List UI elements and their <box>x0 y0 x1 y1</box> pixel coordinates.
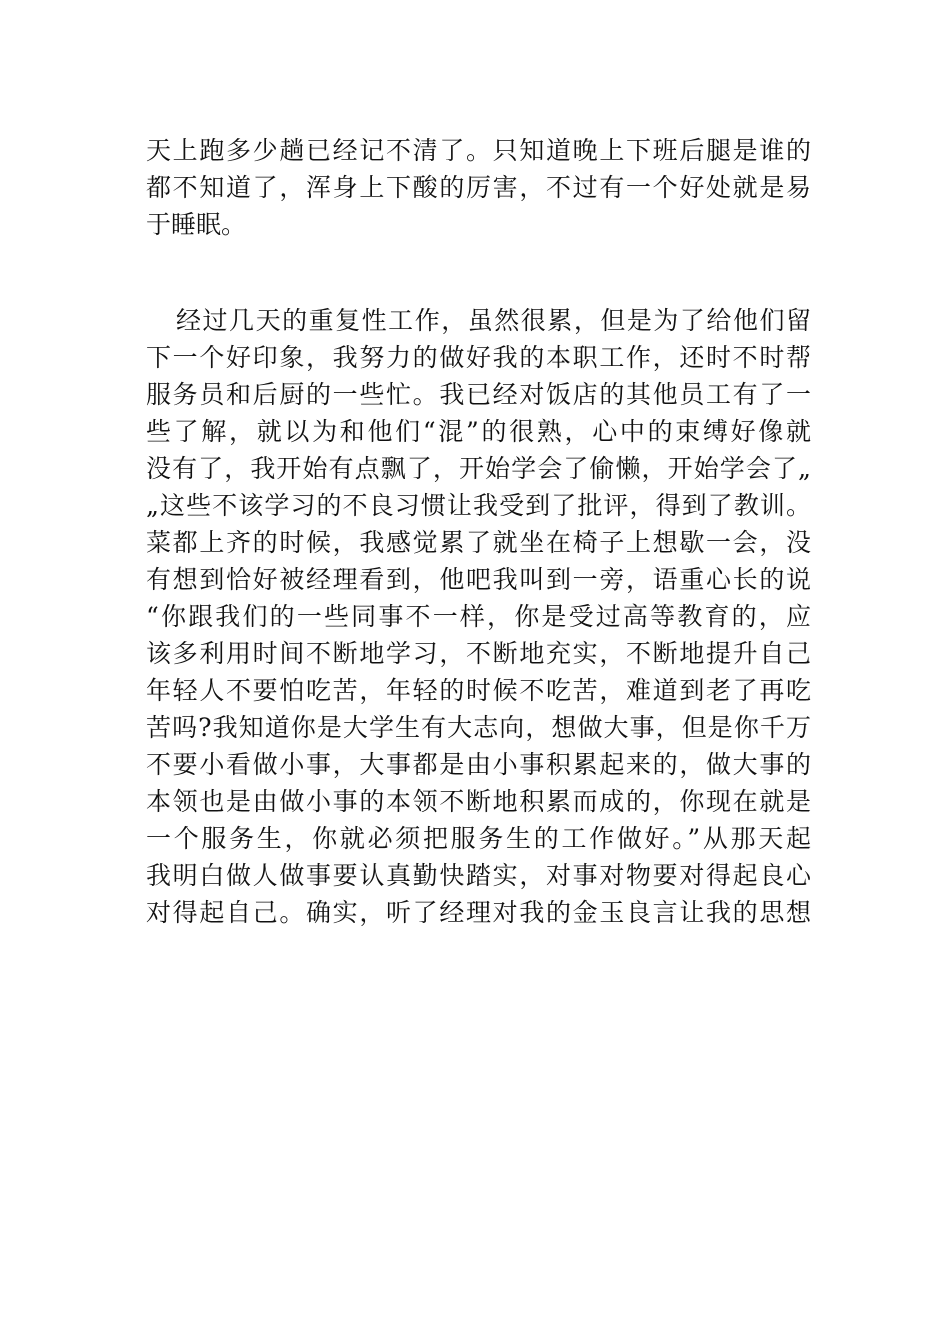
text-line: 服务员和后厨的一些忙。我已经对饭店的其他员工有了一 <box>146 380 811 409</box>
text-line: „这些不该学习的不良习惯让我受到了批评，得到了教训。 <box>146 491 811 520</box>
text-line: 些了解，就以为和他们“混”的很熟，心中的束缚好像就 <box>146 417 811 446</box>
text-line: 经过几天的重复性工作，虽然很累，但是为了给他们留 <box>176 306 811 335</box>
text-line: 天上跑多少趟已经记不清了。只知道晚上下班后腿是谁的 <box>146 136 811 165</box>
text-line: 于睡眠。 <box>146 210 247 239</box>
text-line: 菜都上齐的时候，我感觉累了就坐在椅子上想歇一会，没 <box>146 528 811 557</box>
text-line: 本领也是由做小事的本领不断地积累而成的，你现在就是 <box>146 787 811 816</box>
text-line: 对得起自己。确实，听了经理对我的金玉良言让我的思想 <box>146 898 811 927</box>
text-line: 一个服务生，你就必须把服务生的工作做好。”从那天起 <box>146 824 811 853</box>
text-line: 没有了，我开始有点飘了，开始学会了偷懒，开始学会了„ <box>146 454 811 483</box>
paragraph-2 <box>146 302 811 931</box>
text-line: 苦吗?我知道你是大学生有大志向，想做大事，但是你千万 <box>146 713 811 742</box>
text-line: 我明白做人做事要认真勤快踏实，对事对物要对得起良心 <box>146 861 811 890</box>
text-line: 都不知道了，浑身上下酸的厉害，不过有一个好处就是易 <box>146 173 811 202</box>
text-line: 不要小看做小事，大事都是由小事积累起来的，做大事的 <box>146 750 811 779</box>
text-line: “你跟我们的一些同事不一样，你是受过高等教育的，应 <box>146 602 811 631</box>
text-line: 下一个好印象，我努力的做好我的本职工作，还时不时帮 <box>146 343 811 372</box>
paragraph-1 <box>146 132 811 243</box>
text-line: 该多利用时间不断地学习，不断地充实，不断地提升自己 <box>146 639 811 668</box>
text-line: 有想到恰好被经理看到，他吧我叫到一旁，语重心长的说 <box>146 565 811 594</box>
text-line: 年轻人不要怕吃苦，年轻的时候不吃苦，难道到老了再吃 <box>146 676 811 705</box>
